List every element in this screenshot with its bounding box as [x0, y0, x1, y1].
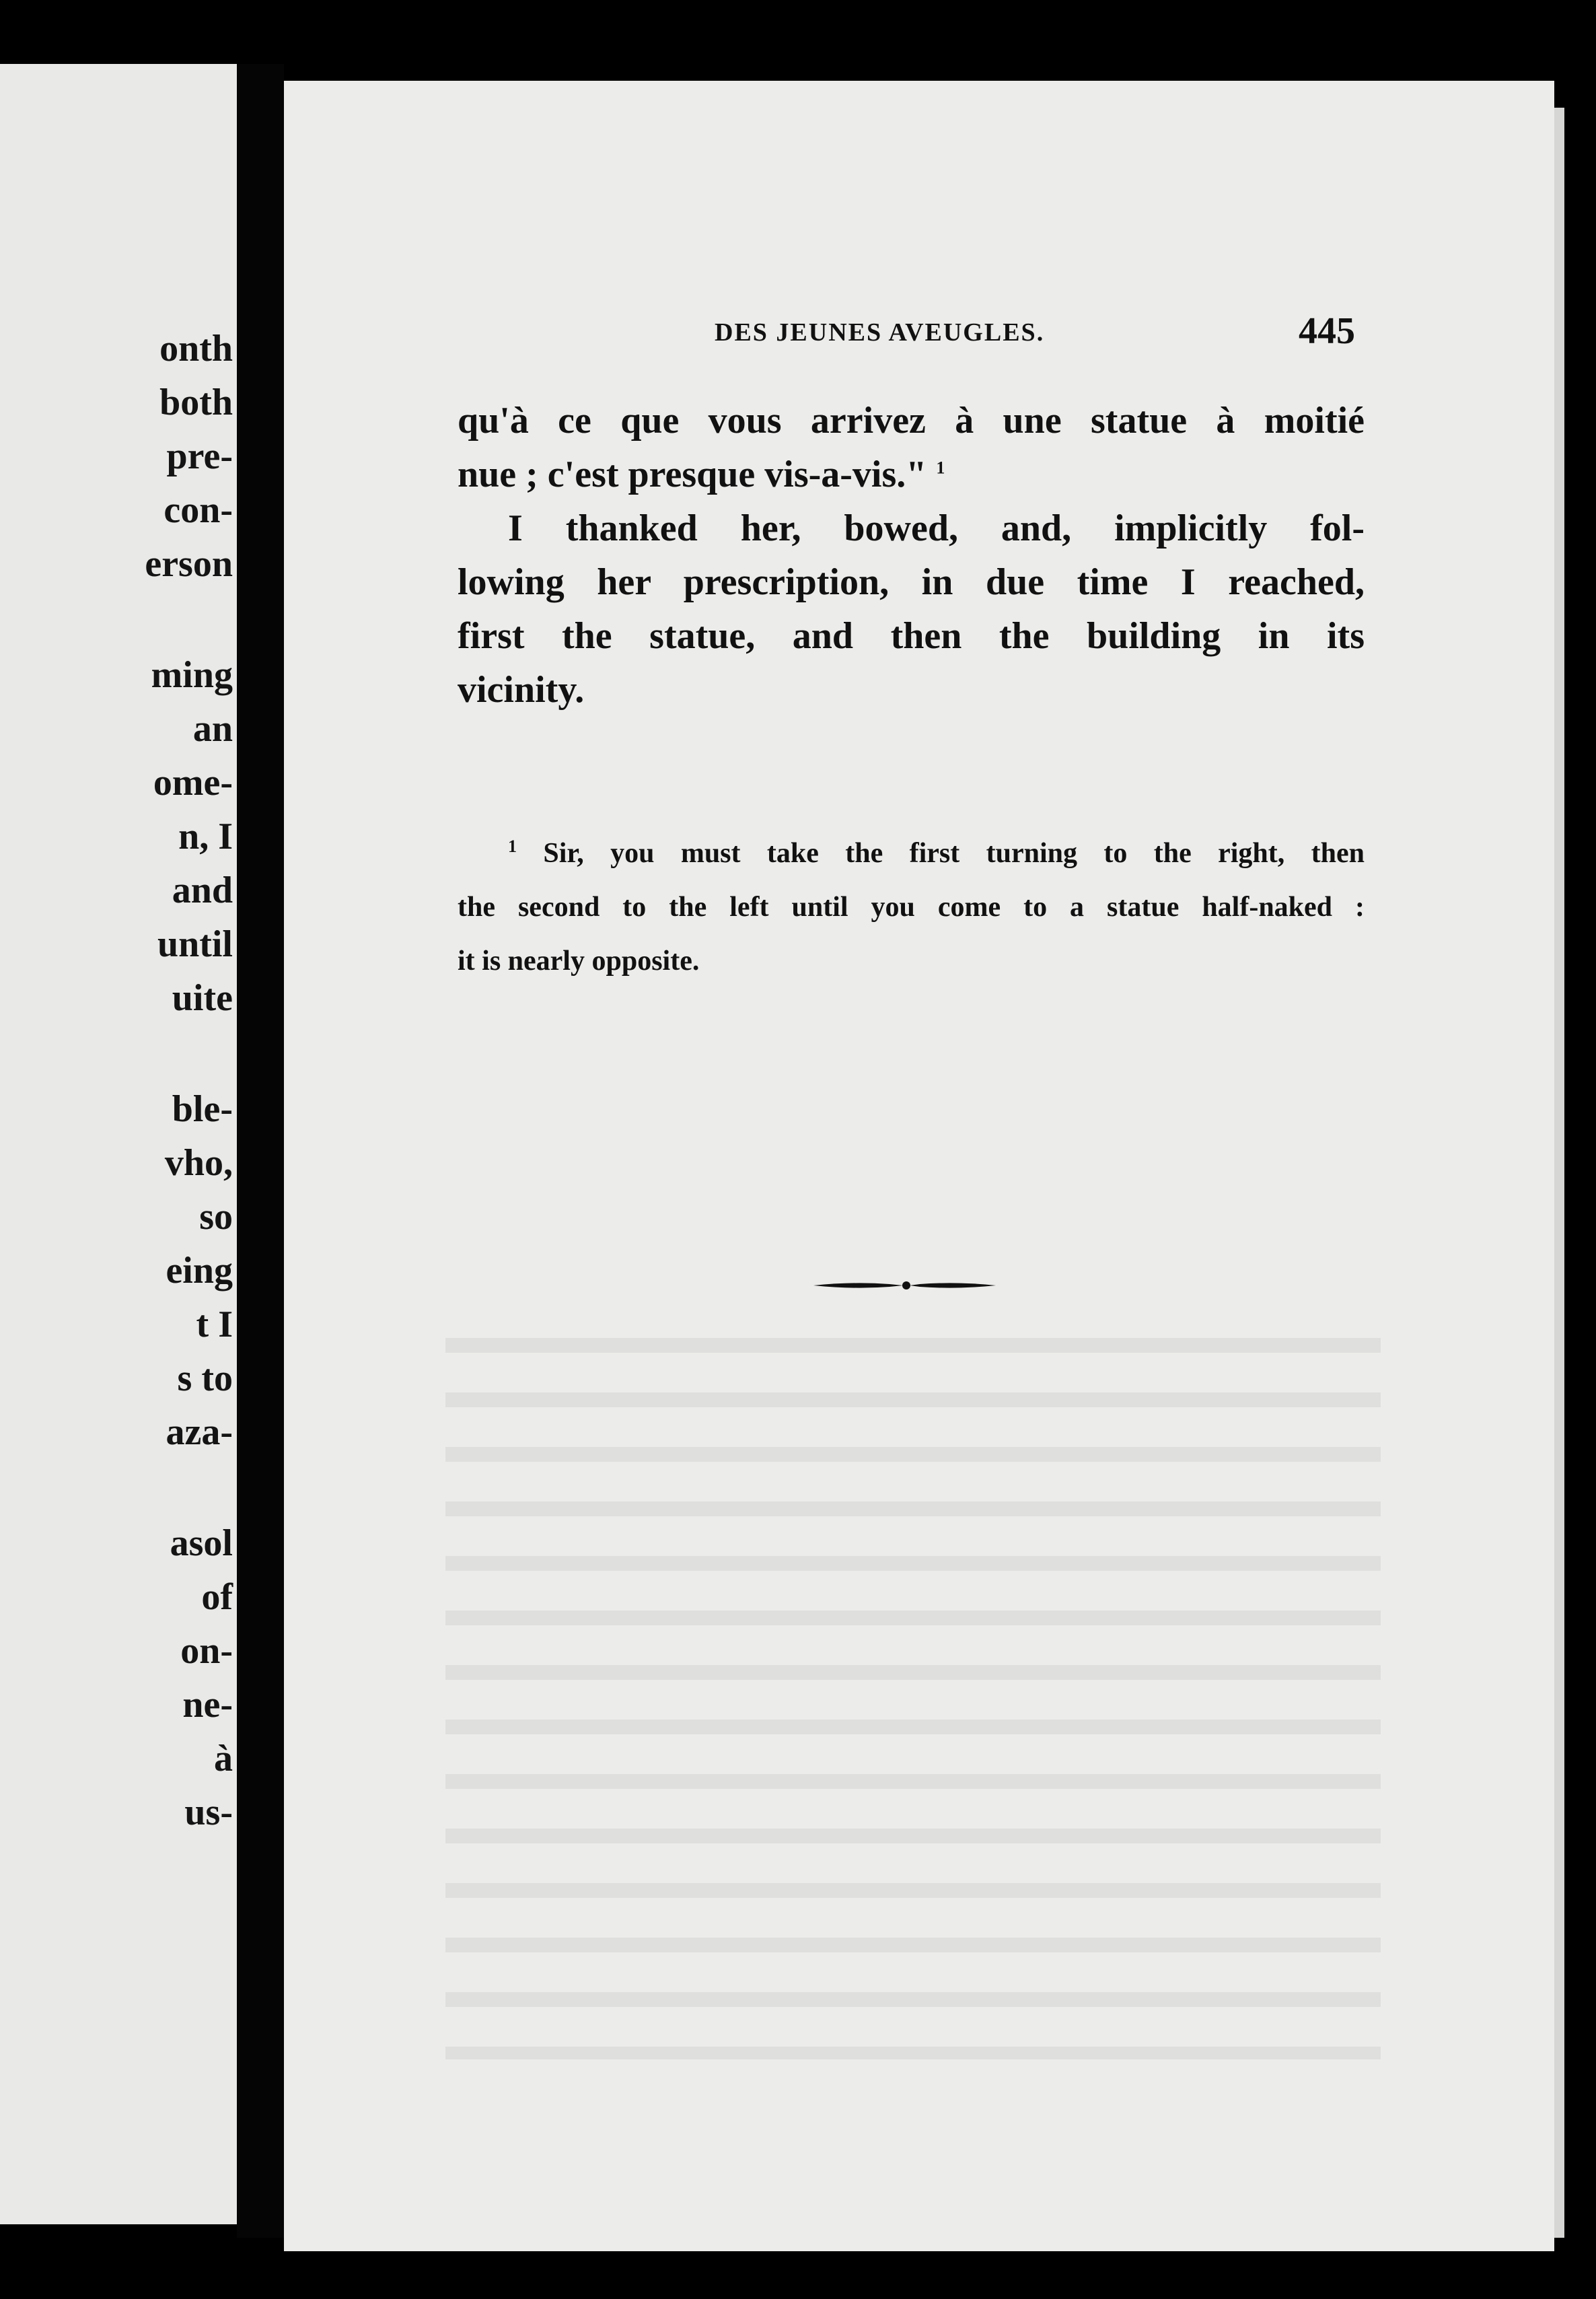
left-page-line: t I — [196, 1304, 233, 1345]
left-page-line: so — [199, 1196, 233, 1238]
page-edge — [1554, 108, 1564, 2238]
book-gutter — [237, 64, 284, 2238]
page-header — [284, 310, 1554, 363]
left-page-line: erson — [145, 543, 233, 585]
left-page-line: ne- — [182, 1684, 233, 1726]
left-page-line: ome- — [153, 762, 233, 804]
footnote-line-3: it is nearly opposite. — [458, 946, 700, 977]
left-page-line: aza- — [166, 1411, 233, 1453]
footnote-line-1 — [458, 831, 1365, 885]
left-page-line: s to — [177, 1357, 233, 1399]
left-page-line: and — [172, 870, 233, 911]
body-line-6: vicinity. — [458, 669, 585, 711]
footnote-mark: 1 — [508, 837, 517, 856]
footnote-reference: 1 — [936, 458, 945, 478]
footnote-line-2: the second to the left until you come to a statue half-naked : — [458, 892, 1365, 923]
left-page-line: n, I — [178, 816, 233, 857]
left-page-fragment — [0, 64, 237, 2224]
left-page-line: until — [157, 923, 233, 965]
show-through-text — [445, 1306, 1381, 2059]
body-line-2 — [458, 448, 1365, 501]
left-page-line: an — [192, 708, 233, 750]
right-page — [284, 81, 1554, 2251]
left-page-line: ble- — [172, 1088, 233, 1130]
left-page-line: ming — [151, 654, 233, 696]
left-page-line: of — [201, 1576, 233, 1618]
body-line-4: lowing her prescription, in due time I reached, — [458, 561, 1365, 603]
running-head: DES JEUNES AVEUGLES. — [715, 318, 1045, 347]
body-text — [458, 394, 1365, 717]
left-page-line: asol — [170, 1522, 233, 1564]
body-line-3: I thanked her, bowed, and, implicitly fol- — [508, 507, 1365, 549]
left-page-line: uite — [172, 977, 233, 1019]
page-number: 445 — [1299, 310, 1355, 352]
body-line-2-text: nue ; c'est presque vis-a-vis." — [458, 454, 927, 495]
left-page-line: on- — [180, 1630, 233, 1672]
left-page-line: eing — [166, 1250, 233, 1292]
left-page-line: à — [214, 1738, 233, 1779]
left-page-line: pre- — [166, 435, 233, 477]
left-page-line: con- — [164, 489, 233, 531]
section-end-ornament — [812, 1272, 997, 1299]
footnote-line-1-text: Sir, you must take the first turning to the right, then — [543, 838, 1365, 869]
body-line-5: first the statue, and then the building in its — [458, 615, 1365, 657]
left-page-line: onth — [159, 328, 233, 369]
body-line-1: qu'à ce que vous arrivez à une statue à moitié — [458, 400, 1365, 441]
footnote — [458, 831, 1365, 993]
left-page-line: vho, — [164, 1142, 233, 1184]
left-page-line: us- — [184, 1792, 233, 1833]
left-page-line: both — [159, 382, 233, 423]
